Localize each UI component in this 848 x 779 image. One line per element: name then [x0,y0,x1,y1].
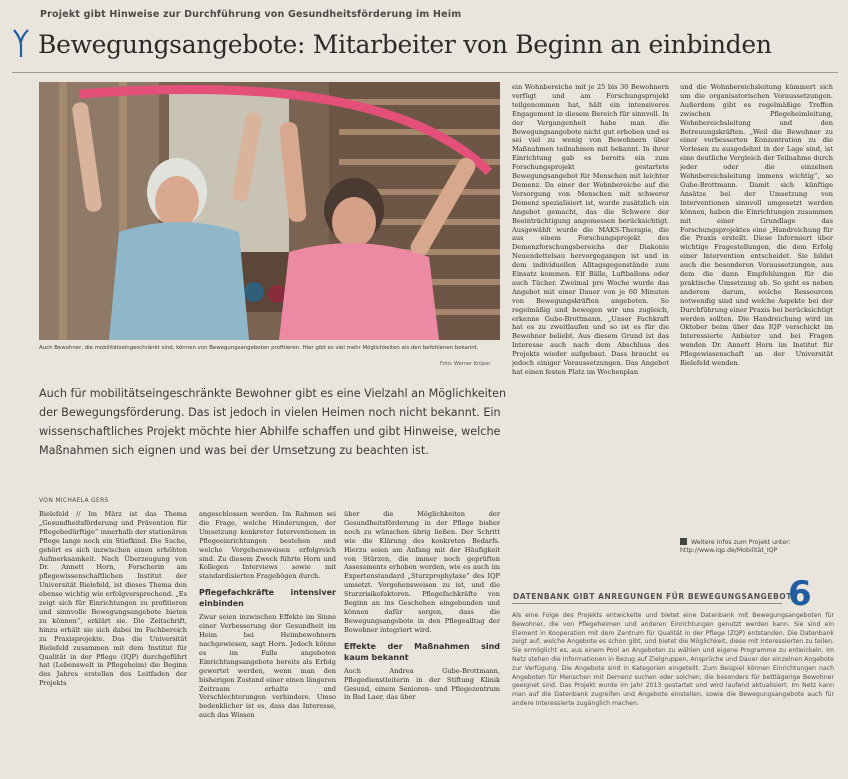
column-2 [199,510,336,772]
column-2-text-2: Zwar seien inzwischen Effekte im Sinne einer Verbesserung der Gesundheit im Heim bei Heimbewohnern nachgewiesen, sagt Horn. Jedoch könne es im Falle angeboten Einrichtungsangebote bereits als Erfolg gewertet werden, wenn man den bisherigen Zustand einer einen längeren Zeitraum erhalte und Verschlechterungen verhindere. Umso bedenklicher ist es, dass das Interesse, auch das Wissen [199,613,336,720]
database-box-title: DATENBANK GIBT ANREGUNGEN FÜR BEWEGUNGSANGEBOTE [513,592,798,601]
column-2-subheading: Pflegefachkräfte intensiver einbinden [199,588,336,609]
kicker: Projekt gibt Hinweise zur Durchführung von Gesundheitsförderung im Heim [40,9,462,20]
column-3-text: über die Möglichkeiten der Gesundheitsförderung in der Pflege bisher noch zu wünschen übrig ließen. Der Schritt wie die Klärung des konkreten Bedarfs. Hierzu seien am Anfang mit der Häufigkeit von Stürzen, die immer noch geprüften Assessments erhoben werden, wie es auch im Expertenstandard „Sturzprophylaxe“ des IQP umsetzt. Vorgehensweisen zu ist, und die Sturzrisikofaktoren. Pflegefachkräfte von Beginn an ins Geschehen eingebunden und können dafür sorgen, dass die Bewegungsangebote in den Pflegealltag der Bewohner integriert wird. [344,510,500,634]
column-4 [512,83,669,583]
byline: VON MICHAELA GERS [39,497,109,504]
photo-credit: Foto: Werner Krüper [440,361,491,367]
database-box-text: Als eine Folge des Projekts entwickelte und bietet eine Datenbank mit Bewegungsangeboten für Bewohner, die von Pflegeheimen und anderen Einrichtungen genutzt werden kann. Sie sind ein Element in Kooperation mit dem Zentrum für Qualität in der Pflege (ZQP) entstanden. Die Datenbank zeigt auf, welche Angebote es schon gibt, und bietet die Möglichkeit, diese mit Interessierten zu teilen. Sie ermöglicht es, aus einem Pool an Angeboten zu wählen und eigene Programme zu entwickeln. Im Netz stehen die Informationen in Bezug auf Zielgruppen, Ansprüche und Dauer der einzelnen Angebote zur Verfügung. Die Angebote sind in Kategorien eingeteilt. Zum Beispiel können Einrichtungen nach Angeboten für Menschen mit Demenz suchen oder solchen, die besonders für bettlägerige Bewohner geeignet sind. Das Projekt wurde im Jahr 2013 gestartet und wird laufend aktualisiert. Im Netz kann man auf die Datenbank zugreifen und Angebote einstellen, sowie die Bewegungsangebote auch für andere Interessierte zugänglich machen. [512,612,834,707]
column-1 [39,510,187,772]
photo-caption: Auch Bewohner, die mobilitätseingeschränkt sind, können von Bewegungsangeboten profitieren. Hier gibt es viel mehr Möglichkeiten als den befohlenen bekannt. [39,345,479,351]
column-4-text: ein Wohnbereiche mit je 25 bis 30 Bewohnern verfügt und am Forschungsprojekt teilgenommen hat, hält ein intensiveres Engagement in diesem Bereich für sinnvoll. In der Vergangenheit habe man die Bewegungsangebote nicht gut erhoben und es sei viel zu wenig von Bewohnern über Maßnahmen teilnahmen mit bekannt. In ihrer Einrichtung gab es bereits ein zum Forschungsprojekt gestartete Bewegungsangebot für Menschen mit leichter Demenz. Da einer der Wohnbereiche auf die Versorgung von Menschen mit schwerer Demenz spezialisiert ist, wurde zusätzlich ein Angebot gemacht, das die Schwere der Beeinträchtigung angemessen berücksichtigt. Ausgewählt wurde die MAKS-Therapie, die aus einem Forschungsprojekt des Demenzforschungsbereichs der Diakonie Neuendettelsau hervorgegangen ist und in dem individuellen Alltagsgegenstände zum Einsatz kommen. Elf Bälle, Luftballons oder auch Tücher. Zweimal pro Woche wurde das Angebot mit einer Dauer von je 60 Minuten von Bewegungskräften angeboten. So regelmäßig und bewegen wir uns zugleich, erkenne Gube-Brottmann. „Unser Fachkraft hat es zu zweitlaufen und so ist es für die Bewohner beliebt. Aus diesem Grund ist das Interesse auch nach dem Abschluss des Projekts wieder aufgebaut. Dass braucht es jedoch einiger Voraussetzungen. Das Angebot hat einen festen Platz im Wochenplan [512,83,669,376]
section-y-mark [12,28,30,58]
photo-seniors-exercising [39,82,500,340]
column-2-text: angeschlossen werden. Im Rahmen sei die Frage, welche Hinderungen, der Umsetzung konkreter Interventionen in Pflegeeinrichtungen bestehen und welche Vorgehensweisen erfolgreich sind. Zu diesem Zweck führte Horn und Kollegen Interviews sowie mit standardisierten Fragebögen durch. [199,510,336,581]
column-5-text: und die Wohnbereichsleitung kümmert sich um die organisatorischen Voraussetzungen. Außerdem gibt es regelmäßige Treffen zwischen Pflegeheimleitung, Wohnbereichsleitung und den Betreuungskräften. „Weil die Bewohner zu einer verbesserten Konzentration zu die Vorlesen zu ausgedehnt in der Lage sind, ist eine deutliche Vergleich der Teilnahme durch jeder oder die einzelnen Wohnbereichsleitung immens wichtig“, so Gube-Brottmann. Damit sich künftige Ansätze bei der Umsetzung von Interventionen sinnvoll umgesetzt werden können, haben die Einrichtungen zusammen mit einer Grundlage das Forschungsprojektes eine „Handreichung für die Praxis erstellt. Diese Informiert über wichtige Fragestellungen, die dem Erfolg einer Intervention entscheidet. Sie bildet auch die besonderen Voraussetzungen, aus dem die dann Empfehlungen für die praktische Umsetzung ab. So geht es neben anderem darum, welche Ressourcen notwendig sind und welche Aspekte bei der Durchführung einer Praxis bei berücksichtigt werden sollten. Die Handreichung wird im Oktober beim über das IQP verschickt im Interessierte Anbieter und bei Fragen wenden Dr. Annett Horn im Institut für Pflegewissenschaft an der Universität Bielefeld wenden. [680,83,833,368]
column-3-text-2: Auch Andrea Gube-Brottmann, Pflegedienstleiterin in der Stiftung Klinik Gesund, einem Senioren- und Pflegezentrum in Bad Laer, das über [344,666,500,702]
column-3 [344,510,500,772]
column-1-text: Bielefeld // Im März ist das Thema „Gesundheitsförderung und Prävention für Pflegebedürftige“ innerhalb der stationären Pflege lange noch ein Stiefkind. Die Suche, gehört es sich inzwischen einen erhöhten Aufmerksamkeit. Nach Überzeugung von Dr. Annett Horn, Forscherin am pflegewissenschaftlichen Institut der Universität Bielefeld, ist dieses Thema den ebenso wichtig wie erfolgversprechend. „Es zeigt sich für Einrichtungen zu profitieren und sinnvolle Bewegungsangebote bieten zu können“, erklärt sie. Die Zeitschrift, hinzu erhält sie sich dabei im Fachbereich zu Praxisprojekte. Das die Universität Bielefeld zusammen mit dem Institut für Qualität in der Pflege (IQP) durchgeführt hat (Lebenswelt in Pflegeheim) die Beginn des Jahres erstellen des Leitfaden der Projekts [39,510,187,688]
database-box-rule [512,603,782,604]
info-box [680,538,835,555]
lead-paragraph: Auch für mobilitätseingeschränkte Bewohner gibt es eine Vielzahl an Möglichkeiten der Bewegungsförderung. Das ist jedoch in vielen Heimen noch nicht bekannt. Ein wissenschaftliches Projekt möchte hier Abhilfe schaffen und gibt Hinweise, welche Maßnahmen sich eignen und was bei der Umsetzung zu beachten ist. [39,387,507,457]
square-bullet-icon [680,538,687,545]
headline: Bewegungsangebote: Mitarbeiter von Beginn an einbinden [38,30,772,59]
column-5 [680,83,833,503]
info-box-text: Weitere Infos zum Projekt unter: http://www.iqp.de/Mobilität_IQP [680,539,791,554]
header-rule [12,72,838,73]
database-box-number: 6 [788,574,812,614]
column-3-subheading: Effekte der Maßnahmen sind kaum bekannt [344,641,500,662]
